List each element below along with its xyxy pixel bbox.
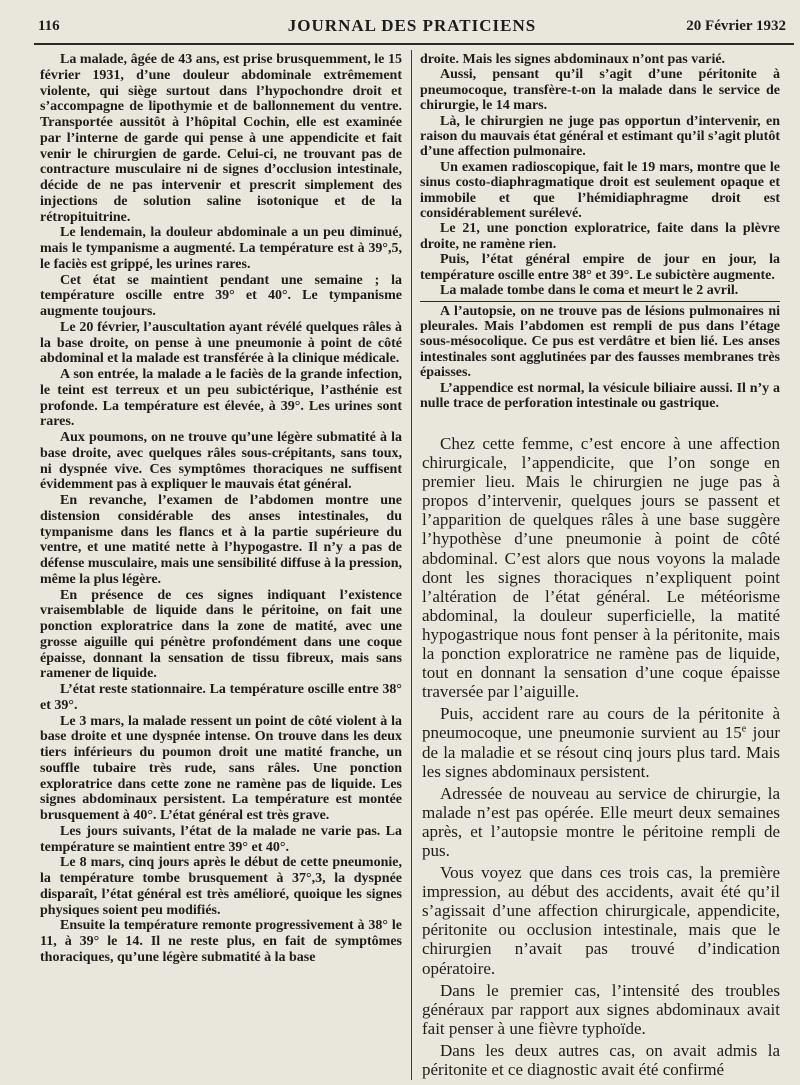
paragraph: En présence de ces signes indiquant l’existence vraisemblable de liquide dans le péritoine, on fait une ponction exploratrice dans la zone de matité, avec une grosse aiguille qui pénètre profondément dans une coque épaisse, donnant la sensation de tissu fibreux, mais sans ramener de liquide. <box>40 587 402 682</box>
paragraph: Vous voyez que dans ces trois cas, la première impression, au début des accidents, avait été qu’il s’agissait d’une affection chirurgicale, appendicite, péritonite ou occlusion intestinale, mais que le chirurgien n’avait pas trouvé d’indication opératoire. <box>422 863 780 978</box>
left-column <box>40 52 402 966</box>
issue-date: 20 Février 1932 <box>686 18 786 34</box>
paragraph: Le 21, une ponction exploratrice, faite dans la plèvre droite, ne ramène rien. <box>420 221 780 252</box>
paragraph: Dans les deux autres cas, on avait admis la péritonite et ce diagnostic avait été confirmé <box>422 1040 780 1079</box>
paragraph-text: jour de la maladie et se résout cinq jours plus tard. Mais les signes abdominaux persistent. <box>422 723 780 781</box>
paragraph-text: Puis, accident rare au cours de la péritonite à pneumocoque, une pneumonie survient au 15 <box>422 704 780 743</box>
paragraph: Aux poumons, on ne trouve qu’une légère submatité à la base droite, avec quelques râles sous-crépitants, sans toux, ni dyspnée vive. Ces symptômes thoraciques ne suffisent évidemment pas à expliquer le mauvais état général. <box>40 430 402 493</box>
paragraph: L’appendice est normal, la vésicule biliaire aussi. Il n’y a nulle trace de perforation intestinale ou gastrique. <box>420 380 780 411</box>
page-header <box>38 16 786 38</box>
paragraph: A son entrée, la malade a le faciès de la grande infection, le teint est terreux et un peu subictérique, l’asthénie est profonde. La température est élevée, à 39°. Les urines sont rares. <box>40 367 402 430</box>
paragraph: En revanche, l’examen de l’abdomen montre une distension considérable des anses intestinales, du tympanisme dans les flancs et à la partie supérieure du ventre, et une matité nette à l’hypogastre. Il n’y a pas de défense musculaire, mais une sensibilité diffuse à la pression, même la plus légère. <box>40 493 402 587</box>
paragraph: Les jours suivants, l’état de la malade ne varie pas. La température se maintient entre 39° et 40°. <box>40 823 402 855</box>
section-rule <box>420 301 780 302</box>
paragraph: Dans le premier cas, l’intensité des troubles généraux par rapport aux signes abdominaux avait fait penser à une fièvre typhoïde. <box>422 980 780 1038</box>
paragraph: Aussi, pensant qu’il s’agit d’une péritonite à pneumocoque, transfère-t-on la malade dans le service de chirurgie, le 14 mars. <box>420 67 780 114</box>
paragraph: Cet état se maintient pendant une semaine ; la température oscille entre 39° et 40°. Le tympanisme augmente toujours. <box>40 272 402 319</box>
paragraph: Le 3 mars, la malade ressent un point de côté violent à la base droite et une dyspnée intense. On trouve dans les deux tiers inférieurs du poumon droit une matité franche, un souffle tubaire très rude, sans râles. Une ponction exploratrice dans cette zone ne ramène pas de liquide. Les signes abdominaux persistent. La température est montée brusquement à 40°. L’état général est très grave. <box>40 713 402 823</box>
paragraph: Le 20 février, l’auscultation ayant révélé quelques râles à la base droite, on pense à une pneumonie à point de côté abdominal et la malade est transférée à la clinique médicale. <box>40 319 402 367</box>
paragraph: Puis, l’état général empire de jour en jour, la température oscille entre 38° et 39°. Le subictère augmente. <box>420 252 780 283</box>
paragraph: La malade, âgée de 43 ans, est prise brusquemment, le 15 février 1931, d’une douleur abdominale extrêmement violente, qui siège surtout dans l’hypochondre droit et s’accompagne de lipothymie et de ballonnement du ventre. Transportée aussitôt à l’hôpital Cochin, elle est examinée par l’interne de garde qui pense à une appendicite et fait venir le chirurgien de garde. Celui-ci, ne trouvant pas de contracture musculaire ni de signes d’occlusion intestinale, décide de ne pas intervenir et prescrit simplement des injections de solution saline isotonique et de la rétropituitrine. <box>40 52 402 225</box>
ordinal-suffix: e <box>741 723 747 735</box>
paragraph: Chez cette femme, c’est encore à une affection chirurgicale, l’appendicite, que l’on songe en premier lieu. Mais le chirurgien ne juge pas à propos d’intervenir, quelques jours se passent et l’apparition de quelques râles à une base suggère l’hypothèse d’une pneumonie à point de côté abdominal. C’est alors que nous voyons la malade dont les signes thoraciques n’expliquent point l’altération de l’état général. Le météorisme abdominal, la douleur superficielle, la matité hypogastrique nous font penser à la péritonite, mais la ponction exploratrice ne ramène pas de liquide, tout en donnant la sensation d’une coque épaisse traversée par l’aiguille. <box>422 434 780 702</box>
page-number: 116 <box>38 18 60 34</box>
paragraph: Le lendemain, la douleur abdominale a un peu diminué, mais le tympanisme a augmenté. La température est à 39°,5, le faciès est grippé, les urines rares. <box>40 225 402 272</box>
paragraph: L’état reste stationnaire. La température oscille entre 38° et 39°. <box>40 682 402 713</box>
paragraph: Là, le chirurgien ne juge pas opportun d’intervenir, en raison du mauvais état général et estimant qu’il s’agit plutôt d’une affection pulmonaire. <box>420 113 780 160</box>
right-column-commentary <box>422 434 780 1082</box>
right-column-case-report <box>420 52 780 411</box>
paragraph: Adressée de nouveau au service de chirurgie, la malade n’est pas opérée. Elle meurt deux semaines après, et l’autopsie montre le péritoine rempli de pus. <box>422 783 780 860</box>
paragraph: La malade tombe dans le coma et meurt le 2 avril. <box>440 283 739 299</box>
paragraph: Le 8 mars, cinq jours après le début de cette pneumonie, la température tombe brusquement à 37°,3, la dyspnée disparaît, l’état général est très amélioré, quoique les signes physiques soient peu modifiés. <box>40 855 402 918</box>
paragraph <box>422 704 780 780</box>
journal-title: JOURNAL DES PRATICIENS <box>287 16 537 35</box>
paragraph: Un examen radioscopique, fait le 19 mars, montre que le sinus costo-diaphragmatique droit est seulement opaque et immobile et que l’hémidiaphragme droit est considérablement surélevé. <box>420 159 780 222</box>
paragraph: Ensuite la température remonte progressivement à 38° le 11, à 39° le 14. Il ne reste plus, en fait de symptômes thoraciques, qu’une légère submatité à la base <box>40 918 402 965</box>
header-rule <box>34 43 794 45</box>
paragraph: A l’autopsie, on ne trouve pas de lésions pulmonaires ni pleurales. Mais l’abdomen est rempli de pus dans l’étage sous-mésocolique. Ce pus est verdâtre et bien lié. Les anses intestinales sont agglutinées par des fausses membranes très épaisses. <box>420 303 780 381</box>
paragraph: droite. Mais les signes abdominaux n’ont pas varié. <box>420 52 726 67</box>
column-divider <box>411 50 412 1080</box>
